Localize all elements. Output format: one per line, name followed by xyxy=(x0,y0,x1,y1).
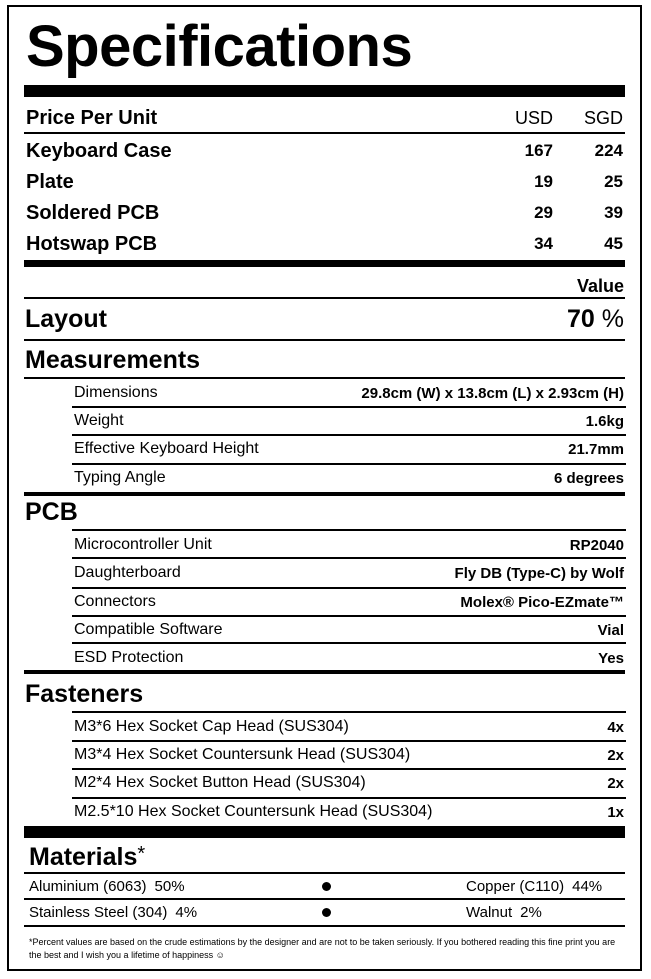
price-sgd: 224 xyxy=(594,141,623,160)
fastener-quantity: 2x xyxy=(607,746,624,764)
fasteners-heading: Fasteners xyxy=(25,680,144,708)
materials-bottom-divider xyxy=(24,925,625,927)
measurement-label: Typing Angle xyxy=(74,469,166,486)
material-name: Copper (C110) xyxy=(466,877,565,895)
fastener-row xyxy=(74,798,626,826)
fastener-quantity: 2x xyxy=(607,774,624,792)
fastener-label: M2.5*10 Hex Socket Countersunk Head (SUS304) xyxy=(74,803,433,820)
fastener-label: M3*4 Hex Socket Countersunk Head (SUS304) xyxy=(74,746,411,763)
pcb-heading: PCB xyxy=(25,498,78,526)
material-item xyxy=(29,875,185,897)
pcb-section-divider xyxy=(24,670,625,674)
layout-divider xyxy=(24,339,625,341)
fastener-row xyxy=(74,769,626,797)
title-divider xyxy=(24,85,625,97)
measurement-value: 21.7mm xyxy=(568,440,624,458)
price-sgd: 45 xyxy=(604,234,623,253)
price-section-divider xyxy=(24,260,625,267)
material-item xyxy=(466,875,602,897)
pcb-value: RP2040 xyxy=(569,536,624,554)
sgd-column-header: SGD xyxy=(583,107,623,128)
pcb-value: Fly DB (Type-C) by Wolf xyxy=(454,564,624,582)
material-name: Walnut xyxy=(466,903,513,921)
measurements-section-divider xyxy=(24,492,625,496)
materials-divider xyxy=(24,872,625,874)
material-percent: 50% xyxy=(154,877,185,895)
layout-value xyxy=(567,305,624,334)
material-percent: 4% xyxy=(175,903,198,921)
pcb-row xyxy=(74,588,626,616)
material-percent: 44% xyxy=(572,877,603,895)
layout-number: 70 xyxy=(567,305,595,333)
material-name: Stainless Steel (304) xyxy=(29,903,168,921)
pcb-row xyxy=(74,616,626,644)
pcb-row xyxy=(74,559,626,587)
pcb-row xyxy=(74,644,626,672)
pcb-value: Vial xyxy=(597,621,624,639)
fastener-quantity: 1x xyxy=(607,803,624,821)
measurement-label: Effective Keyboard Height xyxy=(74,440,259,457)
material-bullet-icon xyxy=(322,882,331,891)
price-sgd: 39 xyxy=(604,203,623,222)
measurement-label: Dimensions xyxy=(74,384,158,401)
fastener-quantity: 4x xyxy=(607,718,624,736)
price-usd: 29 xyxy=(534,203,553,222)
price-row xyxy=(26,198,626,228)
price-row-label: Hotswap PCB xyxy=(26,232,158,255)
price-usd: 34 xyxy=(534,234,553,253)
material-name: Aluminium (6063) xyxy=(29,877,147,895)
price-header-divider xyxy=(24,132,625,134)
price-row-label: Plate xyxy=(26,170,74,193)
pcb-row xyxy=(74,531,626,559)
page-title: Specifications xyxy=(26,14,413,79)
pcb-value: Yes xyxy=(598,649,624,667)
price-row-label: Keyboard Case xyxy=(26,139,172,162)
fastener-label: M3*6 Hex Socket Cap Head (SUS304) xyxy=(74,718,349,735)
measurement-value: 29.8cm (W) x 13.8cm (L) x 2.93cm (H) xyxy=(361,384,624,402)
materials-asterisk: * xyxy=(137,843,146,865)
materials-heading xyxy=(29,843,145,872)
fastener-row xyxy=(74,713,626,741)
measurement-row xyxy=(74,379,626,407)
measurements-heading: Measurements xyxy=(25,346,201,374)
pcb-value: Molex® Pico-EZmate™ xyxy=(460,593,624,611)
pcb-label: Daughterboard xyxy=(74,564,181,581)
materials-title: Materials xyxy=(29,843,138,871)
fastener-row xyxy=(74,741,626,769)
material-item xyxy=(29,901,197,923)
fastener-label: M2*4 Hex Socket Button Head (SUS304) xyxy=(74,774,366,791)
measurement-value: 6 degrees xyxy=(553,469,624,487)
price-row-label: Soldered PCB xyxy=(26,201,160,224)
material-item xyxy=(466,901,542,923)
pcb-label: Compatible Software xyxy=(74,621,223,638)
measurement-label: Weight xyxy=(74,412,124,429)
pcb-label: ESD Protection xyxy=(74,649,184,666)
value-header-divider xyxy=(24,297,625,299)
measurement-row xyxy=(74,407,626,435)
measurement-row xyxy=(74,435,626,463)
pcb-label: Connectors xyxy=(74,593,156,610)
price-row xyxy=(26,167,626,197)
materials-row-divider xyxy=(24,898,625,900)
layout-label: Layout xyxy=(25,305,107,333)
material-percent: 2% xyxy=(520,903,542,921)
price-usd: 167 xyxy=(524,141,553,160)
price-sgd: 25 xyxy=(604,172,623,191)
layout-unit: % xyxy=(601,305,624,333)
price-row xyxy=(26,136,626,166)
usd-column-header: USD xyxy=(514,107,553,128)
footnote: *Percent values are based on the crude estimations by the designer and are not to be taken seriously. If you bothered reading this fine print you are the best and I wish you a lifetime of happiness ☺ xyxy=(29,937,616,960)
price-header-row xyxy=(26,103,626,133)
value-column-header: Value xyxy=(576,276,624,296)
price-row xyxy=(26,229,626,259)
measurement-row xyxy=(74,464,626,492)
pcb-label: Microcontroller Unit xyxy=(74,536,212,553)
measurement-value: 1.6kg xyxy=(585,412,624,430)
fasteners-section-divider xyxy=(24,826,625,838)
price-usd: 19 xyxy=(534,172,553,191)
material-bullet-icon xyxy=(322,908,331,917)
price-header-label: Price Per Unit xyxy=(26,106,158,129)
